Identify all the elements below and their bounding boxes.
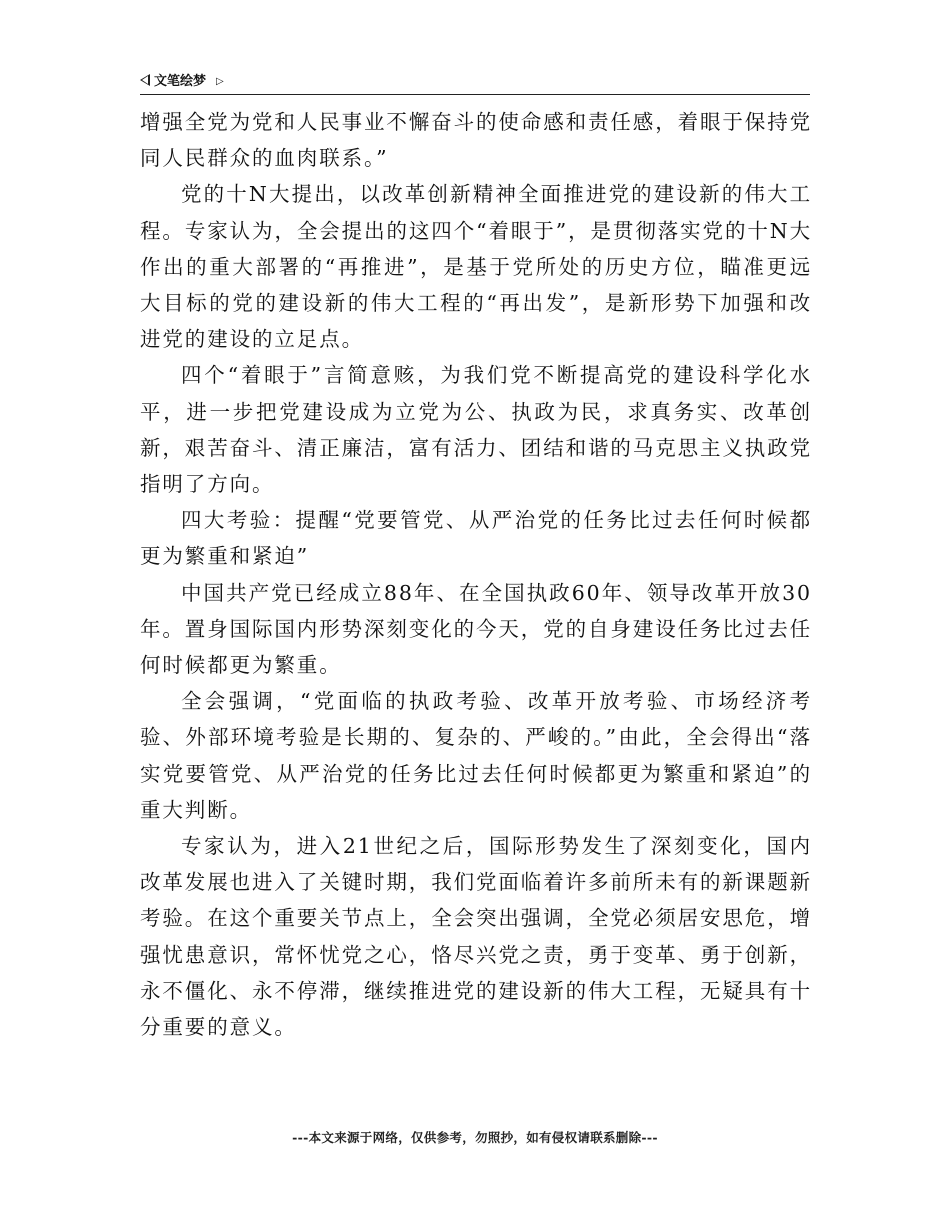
paragraph: 党的十N大提出，以改革创新精神全面推进党的建设新的伟大工程。专家认为，全会提出的这四个“着眼于”，是贯彻落实党的十N大作出的重大部署的“再推进”，是基于党所处的历史方位，瞄准更远大目标的党的建设新的伟大工程的“再出发”，是新形势下加强和改进党的建设的立足点。 — [140, 182, 812, 352]
paragraph-continuation: 增强全党为党和人民事业不懈奋斗的使命感和责任感，着眼于保持党同人民群众的血肉联系。” — [140, 110, 812, 171]
document-body — [140, 104, 812, 1045]
header-title: 文笔绘梦 — [154, 74, 207, 89]
paragraph: 全会强调，“党面临的执政考验、改革开放考验、市场经济考验、外部环境考验是长期的、复杂的、严峻的。”由此，全会得出“落实党要管党、从严治党的任务比过去任何时候都更为繁重和紧迫”的重大判断。 — [140, 689, 812, 822]
triangle-left-icon — [140, 74, 150, 86]
paragraph: 中国共产党已经成立88年、在全国执政60年、领导改革开放30年。置身国际国内形势深刻变化的今天，党的自身建设任务比过去任何时候都更为繁重。 — [140, 580, 812, 678]
paragraph: 四个“着眼于”言简意赅，为我们党不断提高党的建设科学化水平，进一步把党建设成为立党为公、执政为民，求真务实、改革创新，艰苦奋斗、清正廉洁，富有活力、团结和谐的马克思主义执政党指明了方向。 — [140, 363, 812, 497]
paragraph: 专家认为，进入21世纪之后，国际形势发生了深刻变化，国内改革发展也进入了关键时期，我们党面临着许多前所未有的新课题新考验。在这个重要关节点上，全会突出强调，全党必须居安思危，增强忧患意识，常怀忧党之心，恪尽兴党之责，勇于变革、勇于创新，永不僵化、永不停滞，继续推进党的建设新的伟大工程，无疑具有十分重要的意义。 — [140, 834, 812, 1040]
page-footer: ---本文来源于网络，仅供参考，勿照抄，如有侵权请联系删除--- — [292, 1130, 658, 1145]
section-heading-paragraph: 四大考验：提醒“党要管党、从严治党的任务比过去任何时候都更为繁重和紧迫” — [140, 508, 812, 569]
page-header — [140, 72, 810, 95]
triangle-right-icon: ▷ — [216, 76, 224, 87]
